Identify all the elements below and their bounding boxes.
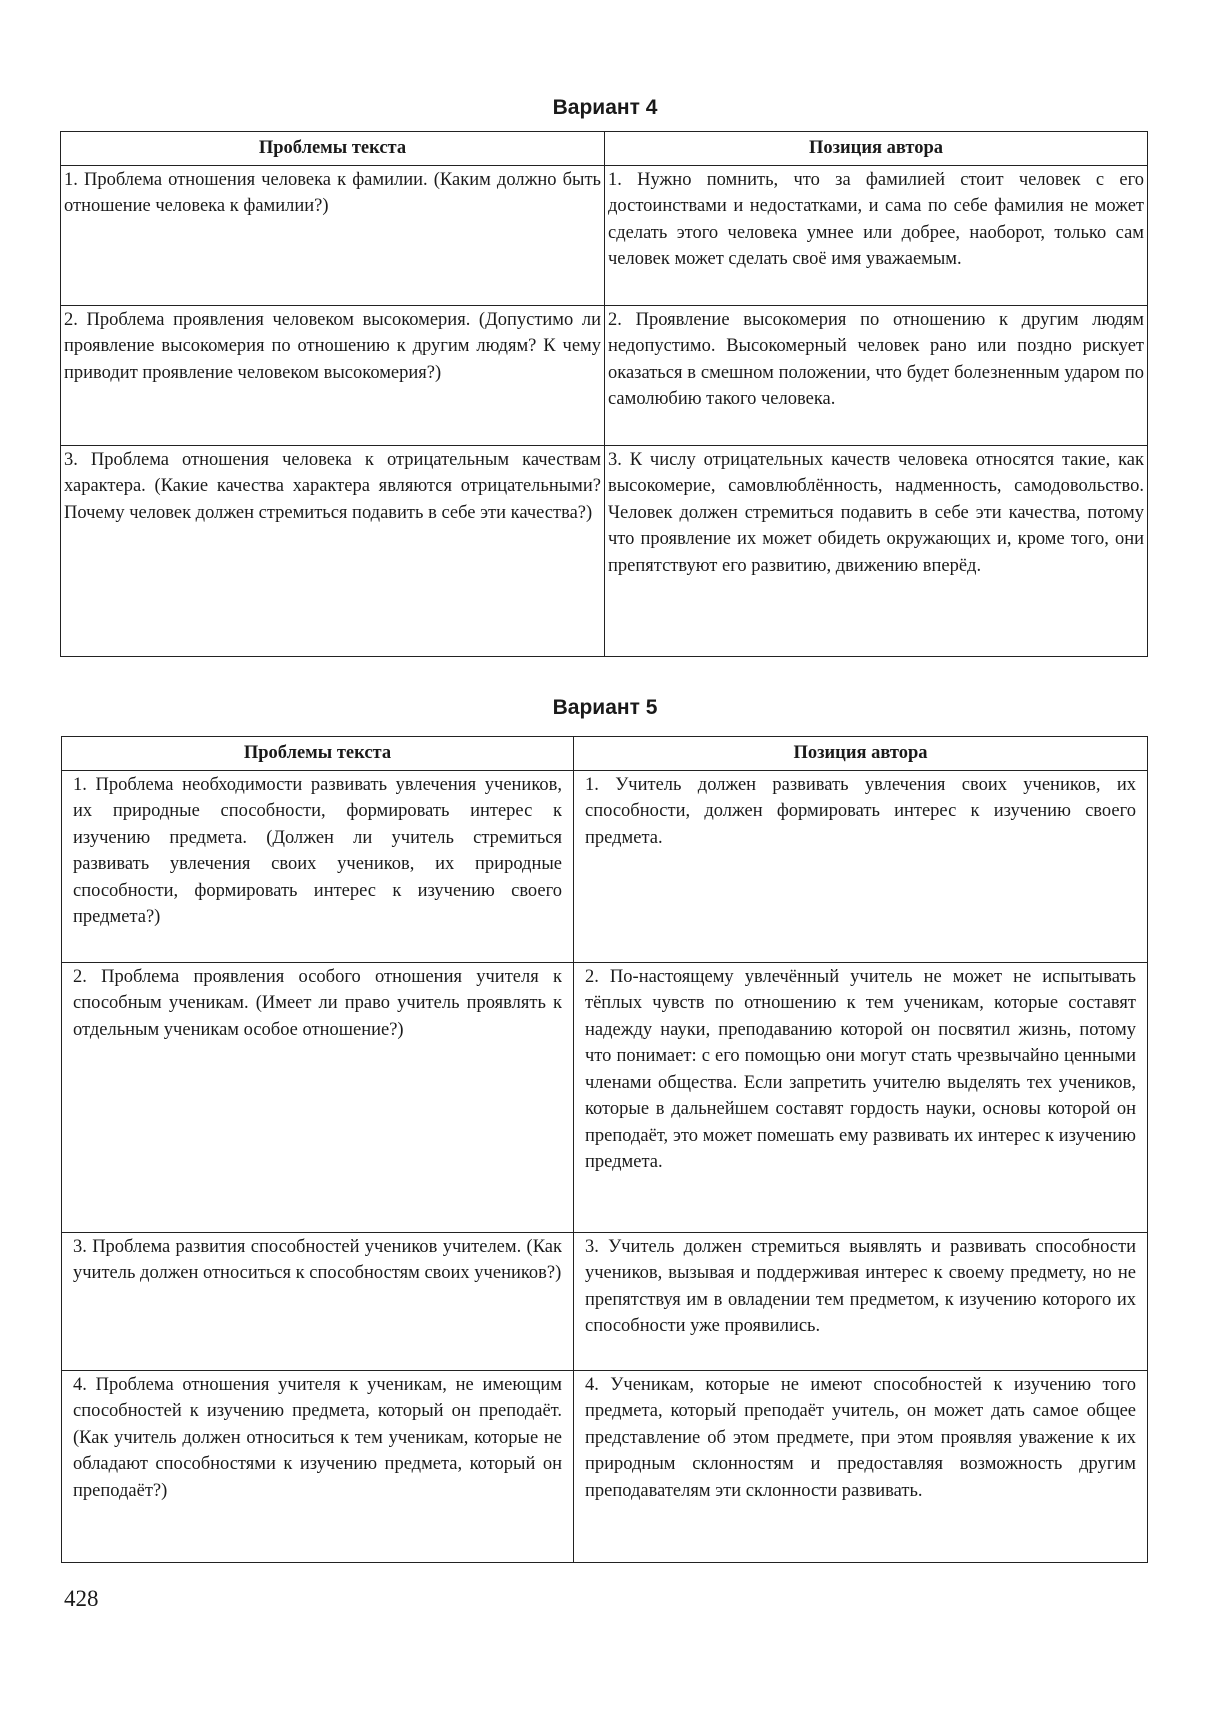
header-problems: Проблемы текста [61, 132, 605, 166]
position-cell: 2. По-настоящему увлечённый учитель не может не испытывать тёплых чувств по отношению к тем ученикам, которые составят надежду науки, преподаванию которой он посвятил жизнь, потому что понимает: с его помощью они могут стать чрезвычайно ценными членами общества. Если запретить учителю выделять тех учеников, которые в дальнейшем составят гордость науки, основы которой он преподаёт, это может помешать ему развивать их интерес к изучению предмета. [574, 962, 1148, 1232]
table-row [62, 770, 1148, 962]
problem-cell: 1. Проблема отношения человека к фамилии. (Каким должно быть отношение человека к фамилии?) [61, 165, 605, 305]
position-cell: 3. Учитель должен стремиться выявлять и развивать способности учеников, вызывая и поддерживая интерес к своему предмету, но не препятствуя им в овладении тем предметом, к изучению которого их способности уже проявились. [574, 1232, 1148, 1370]
variant-4-table [60, 131, 1148, 657]
page-number: 428 [64, 1586, 99, 1611]
table-row [62, 1370, 1148, 1562]
table-header-row [61, 132, 1148, 166]
position-cell: 2. Проявление высокомерия по отношению к другим людям недопустимо. Высокомерный человек рано или поздно рискует оказаться в смешном положении, что будет болезненным ударом по самолюбию такого человека. [605, 305, 1148, 445]
problem-cell: 4. Проблема отношения учителя к ученикам, не имеющим способностей к изучению предмета, который он преподаёт. (Как учитель должен относиться к тем ученикам, которые не обладают способностями к изучению предмета, который он преподаёт?) [62, 1370, 574, 1562]
problem-cell: 2. Проблема проявления особого отношения учителя к способным ученикам. (Имеет ли право учитель проявлять к отдельным ученикам особое отношение?) [62, 962, 574, 1232]
table-header-row [62, 737, 1148, 771]
header-problems: Проблемы текста [62, 737, 574, 771]
table-row [61, 445, 1148, 656]
position-cell: 1. Нужно помнить, что за фамилией стоит человек с его достоинствами и недостатками, и сама по себе фамилия не может сделать этого человека умнее или добрее, наоборот, только сам человек может сделать своё имя уважаемым. [605, 165, 1148, 305]
table-row [61, 305, 1148, 445]
position-cell: 3. К числу отрицательных качеств человека относятся такие, как высокомерие, самовлюблённость, надменность, самодовольство. Человек должен стремиться подавить в себе эти качества, потому что проявление их может обидеть окружающих и, кроме того, они препятствуют его развитию, движению вперёд. [605, 445, 1148, 656]
problem-cell: 3. Проблема развития способностей учеников учителем. (Как учитель должен относиться к способностям своих учеников?) [62, 1232, 574, 1370]
problem-cell: 1. Проблема необходимости развивать увлечения учеников, их природные способности, формировать интерес к изучению предмета. (Должен ли учитель стремиться развивать увлечения своих учеников, их природные способности, формировать интерес к изучению своего предмета?) [62, 770, 574, 962]
variant-4-title: Вариант 4 [552, 96, 658, 119]
table-row [62, 1232, 1148, 1370]
header-author-position: Позиция автора [605, 132, 1148, 166]
position-cell: 4. Ученикам, которые не имеют способностей к изучению того предмета, который преподаёт учитель, он может дать самое общее представление об этом предмете, при этом проявляя уважение к их природным склонностям и предоставляя возможность другим преподавателям эти склонности развивать. [574, 1370, 1148, 1562]
problem-cell: 2. Проблема проявления человеком высокомерия. (Допустимо ли проявление высокомерия по отношению к другим людям? К чему приводит проявление человеком высокомерия?) [61, 305, 605, 445]
table-row [62, 962, 1148, 1232]
variant-5-title: Вариант 5 [552, 696, 658, 719]
variant-5-table [61, 736, 1148, 1563]
position-cell: 1. Учитель должен развивать увлечения своих учеников, их способности, должен формировать интерес к изучению своего предмета. [574, 770, 1148, 962]
table-row [61, 165, 1148, 305]
problem-cell: 3. Проблема отношения человека к отрицательным качествам характера. (Какие качества характера являются отрицательными? Почему человек должен стремиться подавить в себе эти качества?) [61, 445, 605, 656]
header-author-position: Позиция автора [574, 737, 1148, 771]
